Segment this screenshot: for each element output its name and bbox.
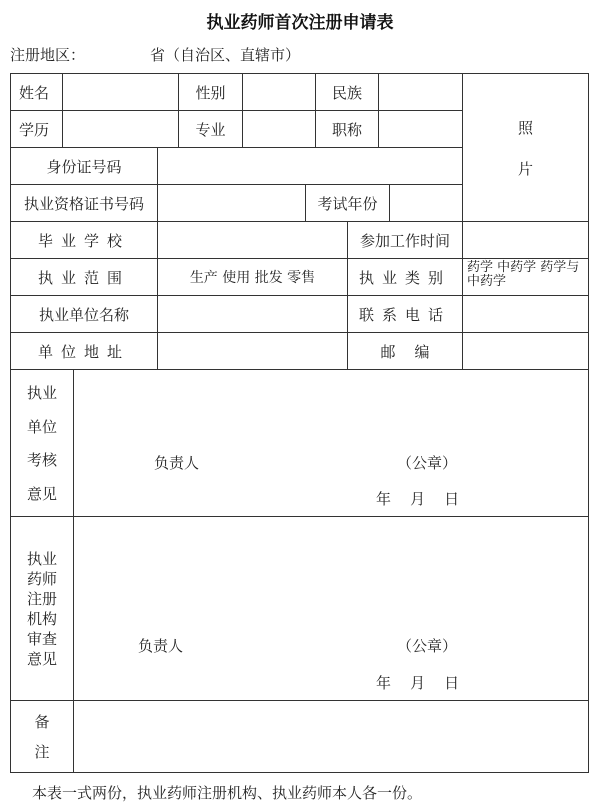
name-label: 姓名 <box>19 83 50 102</box>
region-label: 注册地区： <box>10 46 86 64</box>
footnote: 本表一式两份，执业药师注册机构、执业药师本人各一份。 <box>32 784 423 802</box>
cert-label-cell <box>10 184 158 222</box>
unit-name-label: 执业单位名称 <box>38 305 129 324</box>
registry-review-label-line: 药师 <box>26 569 57 588</box>
unit-name-label-cell <box>10 295 158 333</box>
postcode-label: 邮 编 <box>380 342 430 361</box>
registry-review-label-line: 执业 <box>26 549 57 568</box>
education-label: 学历 <box>19 120 50 139</box>
registry-review-label-line: 注册 <box>26 589 57 608</box>
ethnicity-label-cell <box>315 73 379 111</box>
phone-label-cell <box>347 295 463 333</box>
gender-field[interactable] <box>242 73 316 111</box>
category-value: 药学 中药学 药学与中药学 <box>467 260 580 289</box>
major-label-cell <box>178 110 243 148</box>
registry-review-label-line: 机构 <box>26 609 57 628</box>
phone-field[interactable] <box>462 295 589 333</box>
scope-label-cell <box>10 258 158 296</box>
unit-review-field[interactable] <box>73 369 589 517</box>
exam-year-label-cell <box>305 184 390 222</box>
unit-review-label-line: 意见 <box>26 484 57 503</box>
unit-review-seal: （公章） <box>397 454 458 472</box>
address-label: 单位地址 <box>37 342 130 361</box>
registry-review-label <box>10 516 74 701</box>
registry-review-responsible: 负责人 <box>138 637 184 655</box>
id-field[interactable] <box>157 147 463 185</box>
unit-review-label-line: 单位 <box>26 417 57 436</box>
name-field[interactable] <box>62 73 179 111</box>
scope-options[interactable] <box>157 258 348 296</box>
category-options[interactable] <box>462 258 589 296</box>
cert-field[interactable] <box>157 184 306 222</box>
education-field[interactable] <box>62 110 179 148</box>
ethnicity-field[interactable] <box>378 73 463 111</box>
category-label: 执业类别 <box>358 268 451 287</box>
registry-review-field[interactable] <box>73 516 589 701</box>
name-label-cell <box>10 73 63 111</box>
ethnicity-label: 民族 <box>331 83 362 102</box>
photo-label-1: 照 <box>517 118 533 137</box>
major-label: 专业 <box>195 120 226 139</box>
unit-review-responsible: 负责人 <box>154 454 200 472</box>
form-title: 执业药师首次注册申请表 <box>206 13 394 33</box>
unit-review-date: 年 月 日 <box>376 490 460 508</box>
photo-box[interactable] <box>462 73 589 222</box>
registry-review-date: 年 月 日 <box>376 674 460 692</box>
registry-review-seal: （公章） <box>397 637 458 655</box>
id-label-cell <box>10 147 158 185</box>
title-label-cell <box>315 110 379 148</box>
gender-label: 性别 <box>195 83 226 102</box>
title-label: 职称 <box>331 120 362 139</box>
address-label-cell <box>10 332 158 370</box>
major-field[interactable] <box>242 110 316 148</box>
postcode-field[interactable] <box>462 332 589 370</box>
unit-review-label-line: 执业 <box>26 384 57 403</box>
scope-label: 执业范围 <box>37 268 130 287</box>
photo-label-2: 片 <box>517 159 533 178</box>
work-start-label-cell <box>347 221 463 259</box>
registry-review-label-line: 意见 <box>26 649 57 668</box>
unit-review-label <box>10 369 74 517</box>
id-label: 身份证号码 <box>46 157 122 176</box>
cert-label: 执业资格证书号码 <box>23 194 144 213</box>
unit-name-field[interactable] <box>157 295 348 333</box>
remarks-label-line: 注 <box>34 742 50 761</box>
work-start-field[interactable] <box>462 221 589 259</box>
registry-review-label-line: 审查 <box>26 629 57 648</box>
education-label-cell <box>10 110 63 148</box>
remarks-label-line: 备 <box>34 713 50 732</box>
address-field[interactable] <box>157 332 348 370</box>
exam-year-field[interactable] <box>389 184 463 222</box>
remarks-field[interactable] <box>73 700 589 773</box>
category-label-cell <box>347 258 463 296</box>
postcode-label-cell <box>347 332 463 370</box>
title-field[interactable] <box>378 110 463 148</box>
unit-review-label-line: 考核 <box>26 451 57 470</box>
phone-label: 联系电话 <box>358 305 451 324</box>
gender-label-cell <box>178 73 243 111</box>
remarks-label <box>10 700 74 773</box>
region-suffix: 省（自治区、直辖市） <box>150 46 301 64</box>
school-field[interactable] <box>157 221 348 259</box>
work-start-label: 参加工作时间 <box>359 231 450 250</box>
scope-value: 生产 使用 批发 零售 <box>189 270 316 286</box>
school-label: 毕业学校 <box>37 231 130 250</box>
registration-region <box>10 44 301 65</box>
school-label-cell <box>10 221 158 259</box>
exam-year-label: 考试年份 <box>317 194 378 213</box>
